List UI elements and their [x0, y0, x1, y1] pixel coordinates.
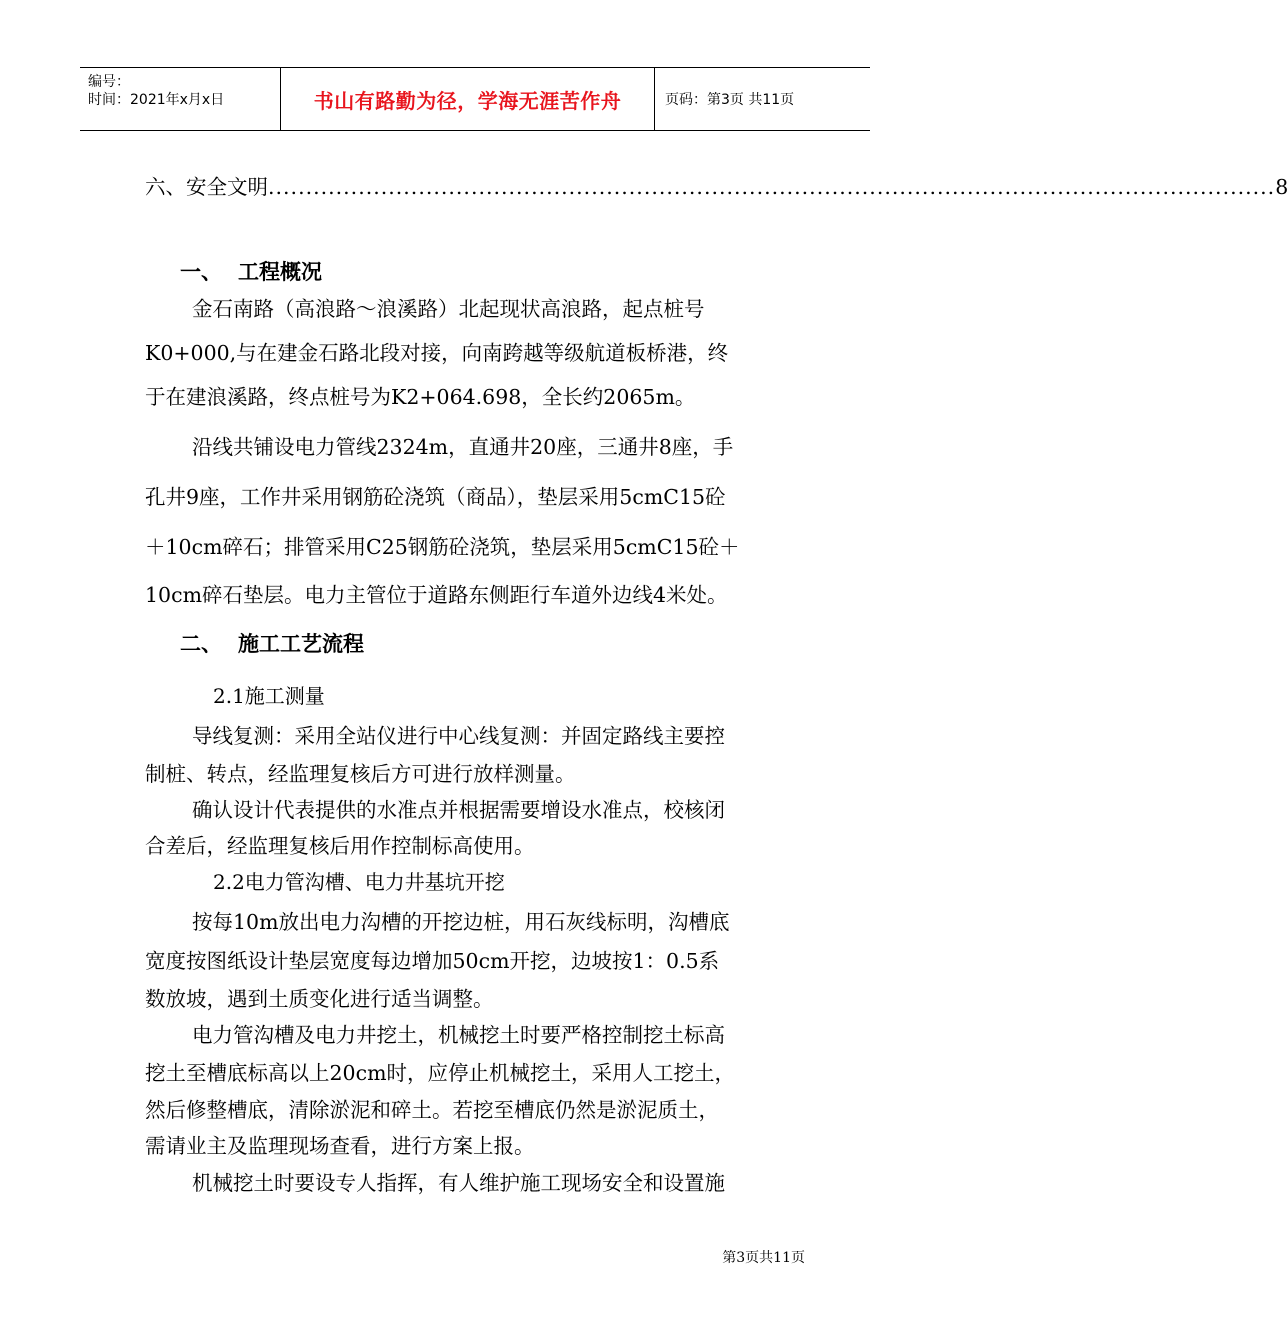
toc-title: 安全文明	[186, 175, 268, 199]
section-number: 一、	[180, 260, 222, 284]
paragraph-line: ＋10cm碎石；排管采用C25钢筋砼浇筑，垫层采用5cmC15砼＋	[145, 535, 740, 559]
subsection-heading: 2.1施工测量	[213, 684, 325, 708]
header-meta	[80, 68, 281, 130]
paragraph-line: 制桩、转点，经监理复核后方可进行放样测量。	[145, 762, 576, 786]
page-footer: 第3页共11页	[722, 1250, 805, 1266]
paragraph-line: 确认设计代表提供的水准点并根据需要增设水准点，校核闭	[192, 798, 725, 822]
section-heading-1	[180, 256, 322, 286]
paragraph-line: 沿线共铺设电力管线2324m，直通井20座，三通井8座，手	[192, 435, 734, 459]
paragraph-line: 金石南路（高浪路～浪溪路）北起现状高浪路，起点桩号	[192, 297, 705, 321]
toc-page: 8	[1275, 175, 1288, 199]
paragraph-line: K0+000,与在建金石路北段对接，向南跨越等级航道板桥港，终	[145, 341, 729, 365]
header-page-info: 页码：第3页 共11页	[665, 92, 795, 108]
section-title: 施工工艺流程	[238, 632, 364, 656]
paragraph-line: 挖土至槽底标高以上20cm时，应停止机械挖土，采用人工挖土，	[145, 1061, 736, 1085]
paragraph-line: 然后修整槽底，清除淤泥和碎土。若挖至槽底仍然是淤泥质土，	[145, 1098, 719, 1122]
section-number: 二、	[180, 632, 222, 656]
date-label: 时间：2021年x月x日	[88, 92, 225, 108]
paragraph-line: 孔井9座，工作井采用钢筋砼浇筑（商品），垫层采用5cmC15砼	[145, 485, 726, 509]
paragraph-line: 机械挖土时要设专人指挥，有人维护施工现场安全和设置施	[192, 1171, 725, 1195]
paragraph-line: 宽度按图纸设计垫层宽度每边增加50cm开挖，边坡按1：0.5系	[145, 949, 720, 973]
paragraph-line: 数放坡，遇到土质变化进行适当调整。	[145, 987, 494, 1011]
subsection-heading: 2.2电力管沟槽、电力井基坑开挖	[213, 870, 505, 894]
page-header	[80, 67, 870, 131]
doc-number-label: 编号：	[88, 74, 130, 90]
toc-number: 六、	[145, 175, 186, 199]
header-page-cell	[655, 68, 870, 130]
motto-text: 书山有路勤为径，学海无涯苦作舟	[313, 88, 622, 113]
section-title: 工程概况	[238, 260, 322, 284]
paragraph-line: 10cm碎石垫层。电力主管位于道路东侧距行车道外边线4米处。	[145, 583, 728, 607]
header-motto-cell	[281, 68, 655, 130]
paragraph-line: 于在建浪溪路，终点桩号为K2+064.698，全长约2065m。	[145, 385, 696, 409]
paragraph-line: 需请业主及监理现场查看，进行方案上报。	[145, 1134, 535, 1158]
toc-entry	[145, 170, 1288, 200]
paragraph-line: 按每10m放出电力沟槽的开挖边桩，用石灰线标明，沟槽底	[192, 910, 730, 934]
paragraph-line: 导线复测：采用全站仪进行中心线复测：并固定路线主要控	[192, 724, 725, 748]
section-heading-2	[180, 628, 364, 658]
paragraph-line: 电力管沟槽及电力井挖土，机械挖土时要严格控制挖土标高	[192, 1023, 725, 1047]
toc-leader-dots: ......................................................................................................................................	[268, 175, 1276, 199]
paragraph-line: 合差后，经监理复核后用作控制标高使用。	[145, 834, 535, 858]
